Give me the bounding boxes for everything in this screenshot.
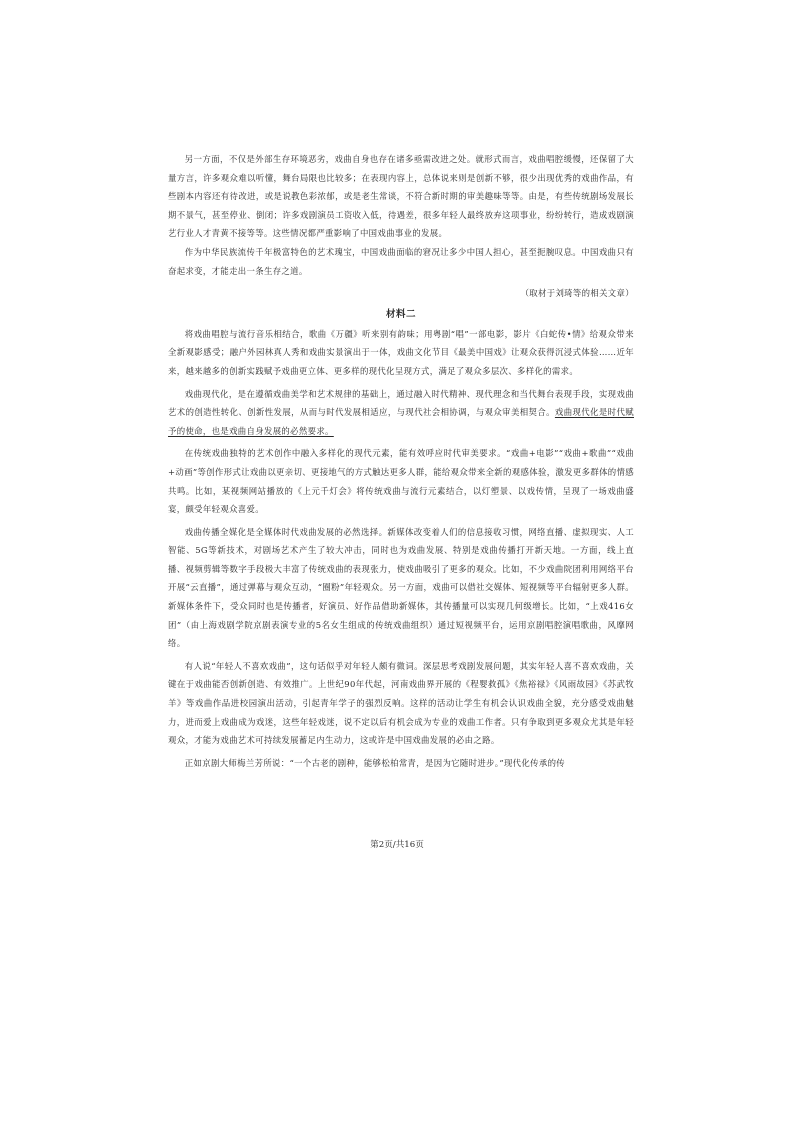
material1-source: （取材于刘琦等的相关文章） <box>520 288 634 299</box>
material2-paragraph-2 <box>168 385 634 441</box>
material1-paragraph-1: 另一方面，不仅是外部生存环境恶劣，戏曲自身也存在诸多亟需改进之处。就形式而言，戏曲唱腔缓慢，还保留了大量方言，许多观众难以听懂，舞台局限也比较多；在表现内容上，总体说来则是创新不够，很少出现优秀的戏曲作品，有些剧本内容还有待改进，或是说教色彩浓郁，或是老生常谈，不符合新时期的审美趣味等等。由是，有些传统剧场发展长期不景气，甚至停业、倒闭；许多戏剧演员工资收入低，待遇差，很多年轻人最终放弃这项事业，纷纷转行，造成戏剧演艺行业人才青黄不接等等。这些情况都严重影响了中国戏曲事业的发展。 <box>168 154 634 239</box>
document-body <box>168 150 634 772</box>
material2-paragraph-1: 将戏曲唱腔与流行音乐相结合，歌曲《万疆》听来别有韵味；用粤剧“唱”一部电影，影片《白蛇传•情》给观众带来全新观影感受；融户外园林真人秀和戏曲实景演出于一体，戏曲文化节目《最美中国戏》让观众获得沉浸式体验……近年来，越来越多的创新实践赋予戏曲更立体、更多样的现代化呈现方式，满足了观众多层次、多样化的需求。 <box>168 328 634 376</box>
material2-underlined-sentence: 戏曲现代化是时代赋予的使命，也是戏曲自身发展的必然要求。 <box>168 407 634 436</box>
material2-title: 材料二 <box>385 308 416 320</box>
page-number: 第2页/共16页 <box>370 840 424 850</box>
material2-paragraph-5: 有人说“年轻人不喜欢戏曲”，这句话似乎对年轻人颇有微词。深层思考戏剧发展问题，其实年轻人喜不喜欢戏曲，关键在于戏曲能否创新创造、有效推广。上世纪90年代起，河南戏曲界开展的《程婴救孤》《焦裕禄》《风雨故园》《苏武牧羊》等戏曲作品进校园演出活动，引起青年学子的强烈反响。这样的活动让学生有机会认识戏曲全貌，充分感受戏曲魅力，进而爱上戏曲成为戏迷，这些年轻戏迷，说不定以后有机会成为专业的戏曲工作者。只有争取到更多观众尤其是年轻观众，才能为戏曲艺术可持续发展蓄足内生动力，这或许是中国戏曲发展的必由之路。 <box>168 660 634 746</box>
material2-paragraph-4: 戏曲传播全媒化是全媒体时代戏曲发展的必然选择。新媒体改变着人们的信息接收习惯，网络直播、虚拟现实、人工智能、5G等新技术，对剧场艺术产生了较大冲击，同时也为戏曲发展、特别是戏曲传播打开新天地。一方面，线上直播、视频剪辑等数字手段极大丰富了传统戏曲的表现张力，使戏曲吸引了更多的观众。比如，不少戏曲院团利用网络平台开展“云直播”，通过弹幕与观众互动，“圈粉”年轻观众。另一方面，戏曲可以借社交媒体、短视频等平台辐射更多人群。新媒体条件下，受众同时也是传播者，好演员、好作品借助新媒体，其传播量可以实现几何级增长。比如，“上戏416女团”（由上海戏剧学院京剧表演专业的5名女生组成的传统戏曲组织）通过短视频平台，运用京剧唱腔演唱歌曲，风靡网络。 <box>168 526 634 649</box>
material1-paragraph-2: 作为中华民族流传千年极富特色的艺术瑰宝，中国戏曲面临的窘况让多少中国人担心，甚至扼腕叹息。中国戏曲只有奋起求变，才能走出一条生存之道。 <box>168 246 634 276</box>
material2-paragraph-3: 在传统戏曲独特的艺术创作中融入多样化的现代元素，能有效呼应时代审美要求。“戏曲+电影”“戏曲+歌曲”“戏曲+动画”等创作形式让戏曲以更亲切、更接地气的方式触达更多人群，能给观众带来全新的观感体验，激发更多群体的情感共鸣。比如，某视频网站播放的《上元千灯会》将传统戏曲与流行元素结合，以灯塑景、以戏传情，呈现了一场戏曲盛宴，颇受年轻观众喜爱。 <box>168 448 634 515</box>
material2-paragraph-6: 正如京剧大师梅兰芳所说：“一个古老的剧种，能够松柏常青，是因为它随时进步。”现代化传承的传 <box>184 757 566 768</box>
material2-paragraph-2-text: 戏曲现代化，是在遵循戏曲美学和艺术规律的基础上，通过融入时代精神、现代理念和当代舞台表现手段，实现戏曲艺术的创造性转化、创新性发展，从而与时代发展相适应，与现代社会相协调，与观众审美相契合。 <box>168 388 634 418</box>
